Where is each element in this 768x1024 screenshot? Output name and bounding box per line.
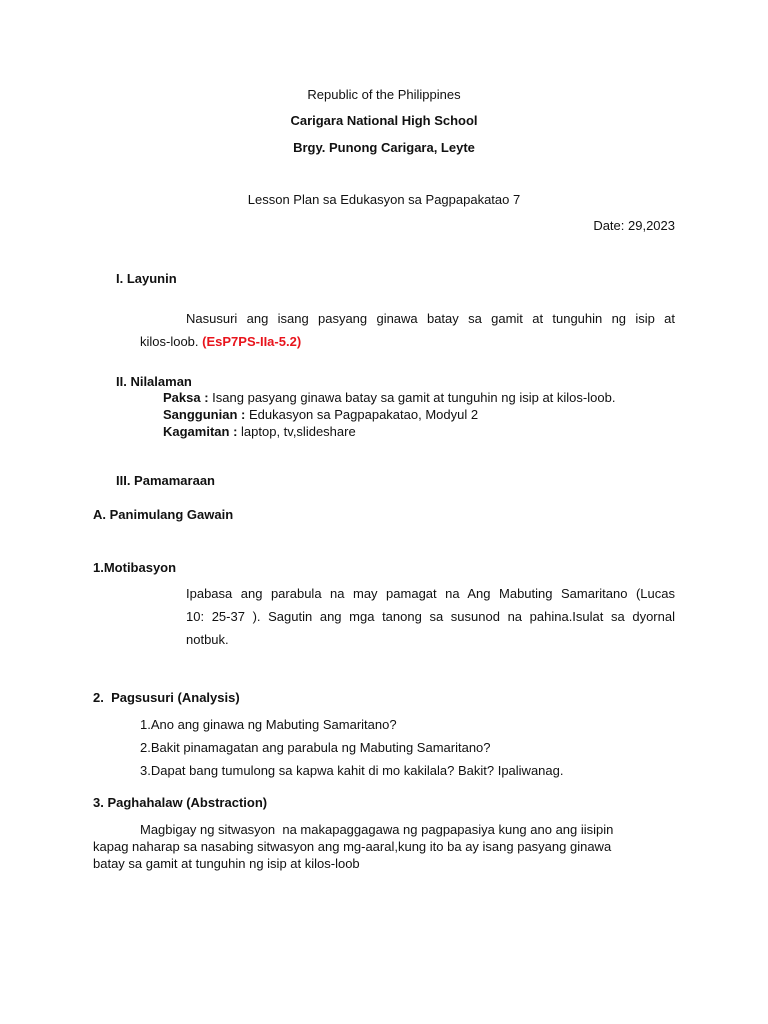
pagsusuri-question-2: 2.Bakit pinamagatan ang parabula ng Mabuting Samaritano? [140,740,491,755]
school-address: Brgy. Punong Carigara, Leyte [293,140,475,155]
pamamaraan-heading: III. Pamamaraan [116,473,215,488]
paksa-value: Isang pasyang ginawa batay sa gamit at tunguhin ng isip at kilos-loob. [212,390,616,405]
pagsusuri-question-3: 3.Dapat bang tumulong sa kapwa kahit di mo kakilala? Bakit? Ipaliwanag. [140,763,564,778]
competency-code: (EsP7PS-IIa-5.2) [202,334,302,349]
paghahalaw-line-3: batay sa gamit at tunguhin ng isip at kilos-loob [93,856,360,871]
sanggunian-value: Edukasyon sa Pagpapakatao, Modyul 2 [248,407,479,422]
kagamitan-line [163,424,356,440]
pagsusuri-heading: 2. Pagsusuri (Analysis) [93,690,240,705]
date-line: Date: 29,2023 [593,218,675,233]
motibasyon-line-3: notbuk. [186,632,229,647]
motibasyon-line-1: Ipabasa ang parabula na may pamagat na Ang Mabuting Samaritano (Lucas [186,586,675,601]
school-name: Carigara National High School [290,113,478,128]
motibasyon-heading: 1.Motibasyon [93,560,177,575]
layunin-line-1: Nasusuri ang isang pasyang ginawa batay sa gamit at tunguhin ng isip at [186,311,675,326]
paghahalaw-line-1: Magbigay ng sitwasyon na makapaggagawa ng pagpapasiya kung ano ang iisipin [140,822,614,837]
paksa-line [163,390,615,406]
kagamitan-label: Kagamitan : [163,424,238,439]
layunin-text: kilos-loob. [140,334,199,349]
motibasyon-line-2: 10: 25-37 ). Sagutin ang mga tanong sa susunod na pahina.Isulat sa dyornal [186,609,675,624]
layunin-line-2 [140,334,301,350]
pagsusuri-question-1: 1.Ano ang ginawa ng Mabuting Samaritano? [140,717,397,732]
lesson-title: Lesson Plan sa Edukasyon sa Pagpapakatao 7 [247,192,521,207]
paghahalaw-heading: 3. Paghahalaw (Abstraction) [93,795,268,810]
country-line: Republic of the Philippines [307,87,461,102]
paksa-label: Paksa : [163,390,209,405]
panimulang-gawain-heading: A. Panimulang Gawain [93,507,234,522]
layunin-heading: I. Layunin [116,271,177,286]
nilalaman-heading: II. Nilalaman [116,374,192,389]
sanggunian-label: Sanggunian : [163,407,246,422]
kagamitan-value: laptop, tv,slideshare [241,424,356,439]
paghahalaw-line-2: kapag naharap sa nasabing sitwasyon ang mg-aaral,kung ito ba ay isang pasyang ginawa [93,839,612,854]
sanggunian-line [163,407,478,423]
